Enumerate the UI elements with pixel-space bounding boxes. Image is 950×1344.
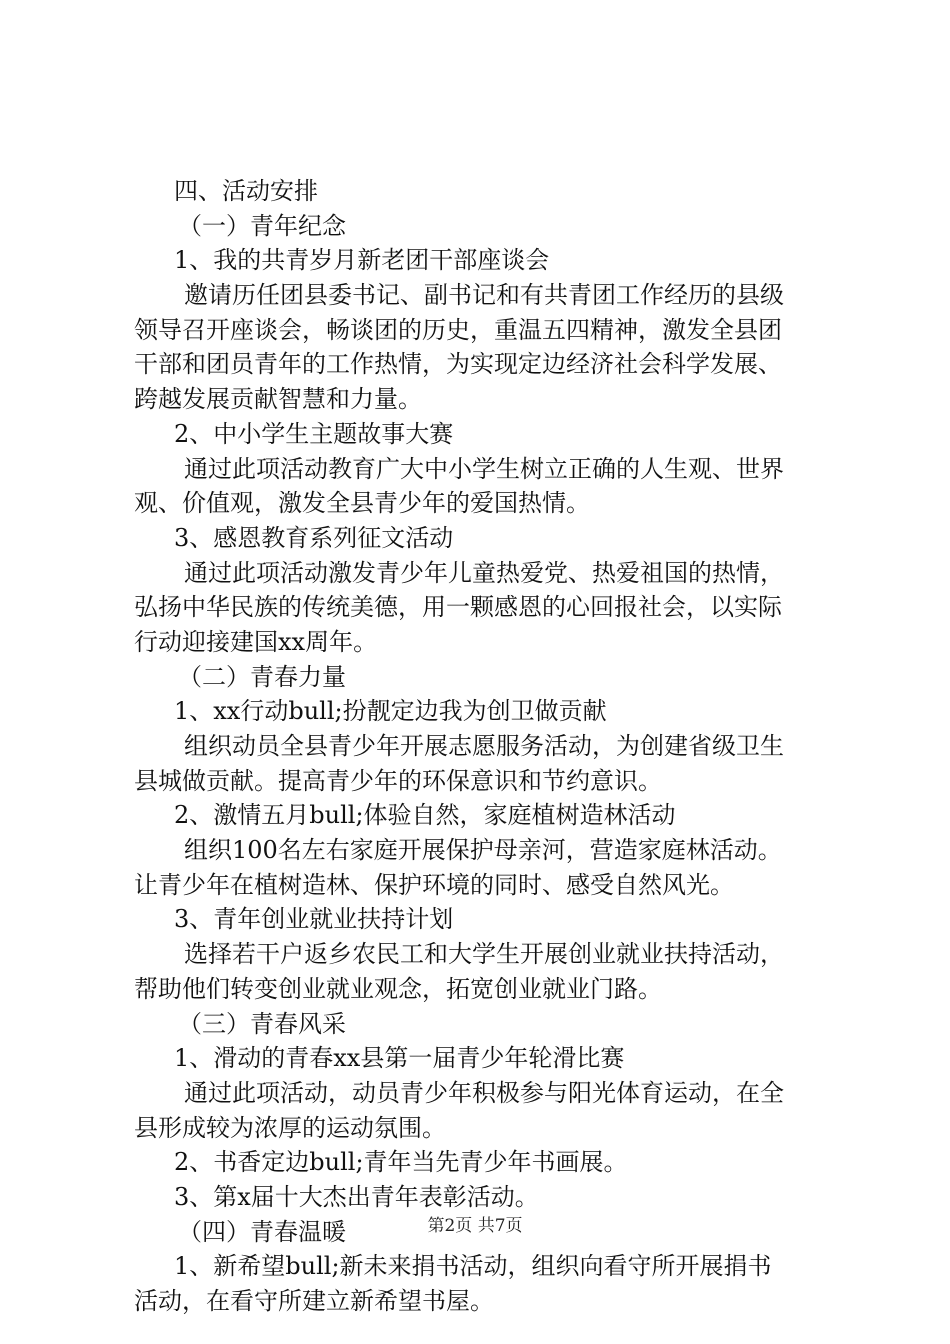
text-line: 弘扬中华民族的传统美德，用一颗感恩的心回报社会，以实际 <box>134 593 782 622</box>
text-line: 3、感恩教育系列征文活动 <box>174 523 454 552</box>
document-body <box>0 174 950 1319</box>
text-line: （三）青春风采 <box>178 1009 346 1038</box>
text-line: 2、激情五月bull;体验自然，家庭植树造林活动 <box>174 801 676 830</box>
text-line: （二）青春力量 <box>178 662 346 691</box>
text-line: 县形成较为浓厚的运动氛围。 <box>134 1113 446 1142</box>
text-line: 跨越发展贡献智慧和力量。 <box>134 385 422 414</box>
text-line: 组织动员全县青少年开展志愿服务活动，为创建省级卫生 <box>184 732 784 760</box>
text-line: 通过此项活动激发青少年儿童热爱党、热爱祖国的热情， <box>184 558 784 587</box>
text-line: 3、第x届十大杰出青年表彰活动。 <box>174 1182 539 1211</box>
text-line: 2、中小学生主题故事大赛 <box>174 419 454 448</box>
text-line: 选择若干户返乡农民工和大学生开展创业就业扶持活动， <box>184 940 784 969</box>
text-line: 邀请历任团县委书记、副书记和有共青团工作经历的县级 <box>184 281 784 310</box>
text-line: 观、价值观，激发全县青少年的爱国热情。 <box>134 489 590 518</box>
text-line: 1、我的共青岁月新老团干部座谈会 <box>174 246 550 275</box>
text-line: 让青少年在植树造林、保护环境的同时、感受自然风光。 <box>134 870 734 899</box>
text-line: 干部和团员青年的工作热情，为实现定边经济社会科学发展、 <box>134 350 782 379</box>
text-line: 帮助他们转变创业就业观念，拓宽创业就业门路。 <box>134 974 662 1003</box>
page-footer <box>0 1214 950 1238</box>
page-number: 第2页 共7页 <box>427 1216 523 1236</box>
text-line: 2、书香定边bull;青年当先青少年书画展。 <box>174 1148 628 1177</box>
text-line: 1、新希望bull;新未来捐书活动，组织向看守所开展捐书 <box>174 1252 772 1281</box>
text-line: 组织100名左右家庭开展保护母亲河，营造家庭林活动。 <box>184 836 782 865</box>
text-line: 3、青年创业就业扶持计划 <box>174 905 454 934</box>
text-line: 通过此项活动教育广大中小学生树立正确的人生观、世界 <box>184 454 784 483</box>
text-line: （四）青春温暖 <box>178 1217 346 1246</box>
text-line: 行动迎接建国xx周年。 <box>134 627 378 656</box>
text-line: 四、活动安排 <box>174 177 318 205</box>
text-line: 县城做贡献。提高青少年的环保意识和节约意识。 <box>134 766 662 795</box>
text-line: 通过此项活动，动员青少年积极参与阳光体育运动，在全 <box>184 1078 784 1107</box>
text-line: 活动，在看守所建立新希望书屋。 <box>134 1287 494 1315</box>
text-line: 1、滑动的青春xx县第一届青少年轮滑比赛 <box>174 1044 625 1073</box>
text-line: 1、xx行动bull;扮靓定边我为创卫做贡献 <box>174 697 607 726</box>
text-line: 领导召开座谈会，畅谈团的历史，重温五四精神，激发全县团 <box>134 315 782 344</box>
text-line: （一）青年纪念 <box>178 211 346 240</box>
